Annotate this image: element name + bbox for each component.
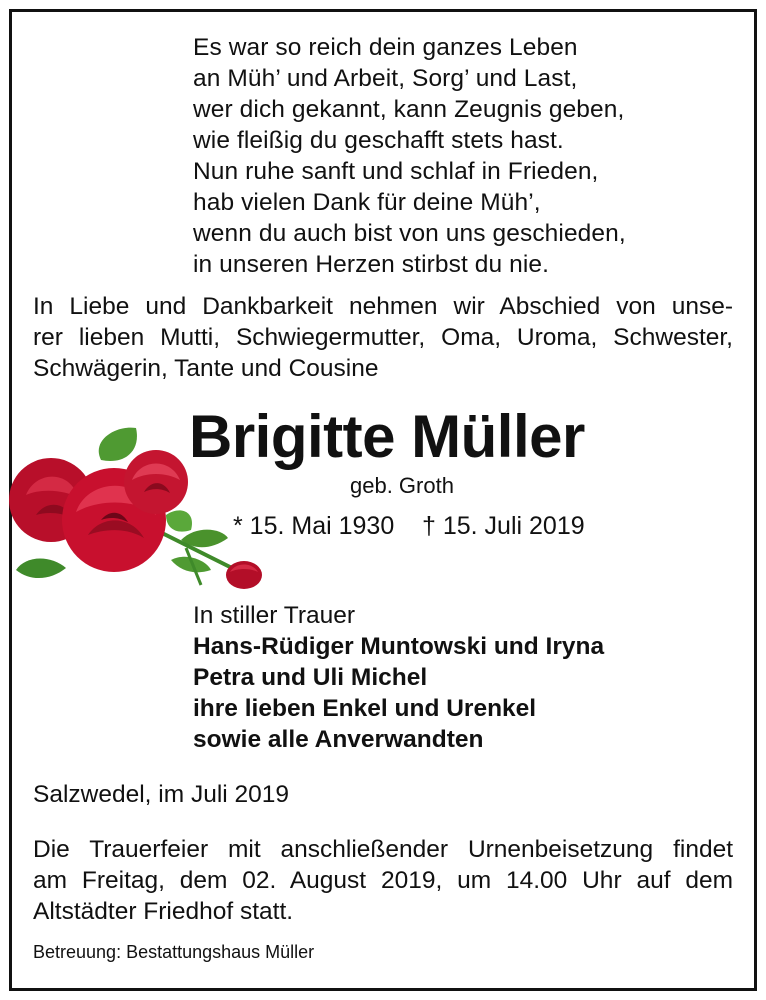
poem-line: an Müh’ und Arbeit, Sorg’ und Last, bbox=[193, 65, 578, 92]
mourner-name: ihre lieben Enkel und Urenkel bbox=[193, 695, 537, 722]
mourner-name: Petra und Uli Michel bbox=[193, 664, 428, 691]
poem-line: Nun ruhe sanft und schlaf in Frieden, bbox=[193, 158, 599, 185]
funeral-line: Die Trauerfeier mit anschließender Urnenbeisetzung findet bbox=[33, 836, 733, 863]
poem-line: wer dich gekannt, kann Zeugnis geben, bbox=[193, 96, 625, 123]
deceased-name: Brigitte Müller bbox=[189, 403, 585, 470]
funeral-line: am Freitag, dem 02. August 2019, um 14.00 Uhr auf dem bbox=[33, 867, 733, 894]
poem-line: wenn du auch bist von uns geschieden, bbox=[193, 220, 626, 247]
funeral-line: Altstädter Friedhof statt. bbox=[33, 898, 294, 925]
mourner-name: sowie alle Anverwandten bbox=[193, 726, 484, 753]
mourners-list bbox=[193, 600, 604, 755]
intro-line: In Liebe und Dankbarkeit nehmen wir Abschied von unse- bbox=[33, 293, 733, 320]
poem-line: wie fleißig du geschafft stets hast. bbox=[193, 127, 564, 154]
memorial-poem bbox=[193, 32, 626, 280]
poem-line: in unseren Herzen stirbst du nie. bbox=[193, 251, 550, 278]
mourning-heading: In stiller Trauer bbox=[193, 602, 356, 629]
poem-line: hab vielen Dank für deine Müh’, bbox=[193, 189, 541, 216]
intro-line: Schwägerin, Tante und Cousine bbox=[33, 355, 379, 382]
funeral-notice bbox=[33, 834, 733, 927]
farewell-intro bbox=[33, 291, 733, 384]
poem-line: Es war so reich dein ganzes Leben bbox=[193, 34, 578, 61]
intro-line: rer lieben Mutti, Schwiegermutter, Oma, Uroma, Schwester, bbox=[33, 324, 733, 351]
mourner-name: Hans-Rüdiger Muntowski und Iryna bbox=[193, 633, 605, 660]
life-dates: * 15. Mai 1930 † 15. Juli 2019 bbox=[233, 512, 585, 540]
maiden-name: geb. Groth bbox=[350, 473, 454, 498]
place-date: Salzwedel, im Juli 2019 bbox=[33, 781, 290, 808]
undertaker-credit: Betreuung: Bestattungshaus Müller bbox=[33, 942, 315, 962]
